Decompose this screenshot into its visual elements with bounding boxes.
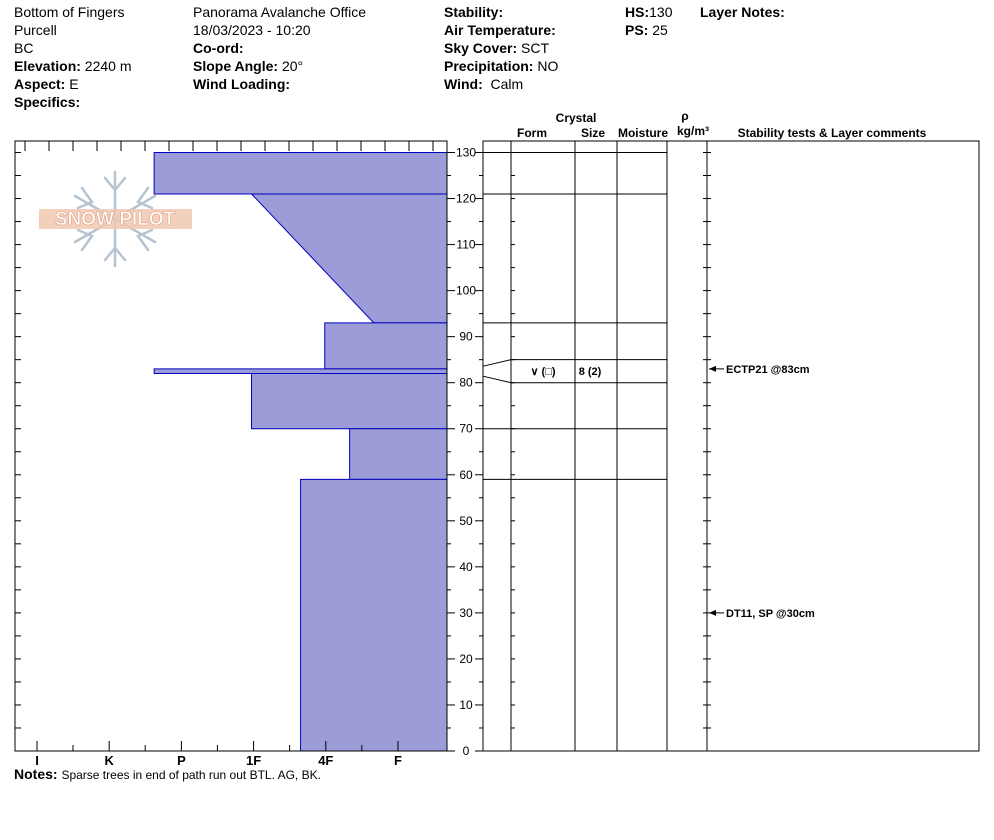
observer-name: Panorama Avalanche Office xyxy=(193,4,367,20)
hardness-label-4F: 4F xyxy=(318,753,334,768)
wind-value: Calm xyxy=(490,76,524,92)
annotation-arrow-head-1 xyxy=(709,610,716,616)
specifics-label: Specifics: xyxy=(14,94,81,110)
ps-label: PS: xyxy=(625,22,649,38)
hardness-layer-3 xyxy=(154,369,447,374)
stability-label: Stability: xyxy=(444,4,504,20)
col-header-size: Size xyxy=(580,126,606,140)
slope-label: Slope Angle: xyxy=(193,58,279,74)
precip-value: NO xyxy=(537,58,559,74)
logo-text: SNOW PILOT xyxy=(54,209,176,230)
depth-label-30: 30 xyxy=(459,605,473,620)
depth-label-50: 50 xyxy=(459,513,473,528)
depth-label-20: 20 xyxy=(459,651,473,666)
sky-value: SCT xyxy=(521,40,550,56)
hardness-layer-0 xyxy=(154,153,447,194)
precip-label: Precipitation: xyxy=(444,58,534,74)
elevation-label: Elevation: xyxy=(14,58,81,74)
annotation-text-0: ECTP21 @83cm xyxy=(726,363,810,376)
hardness-label-I: I xyxy=(35,753,39,768)
layer-notes-label: Layer Notes: xyxy=(700,4,785,20)
layer-table-frame xyxy=(483,141,979,751)
hardness-label-P: P xyxy=(177,753,186,768)
hardness-layer-6 xyxy=(301,479,447,751)
location-name: Bottom of Fingers xyxy=(14,4,125,20)
grain-size-cell: 8 (2) xyxy=(578,366,602,379)
col-header-moisture: Moisture xyxy=(617,126,669,140)
grain-form-cell: ∨ (□) xyxy=(530,366,556,379)
depth-label-110: 110 xyxy=(456,237,476,252)
hs-label: HS: xyxy=(625,4,650,20)
range-name: Purcell xyxy=(14,22,57,38)
col-header-rho: ρ xyxy=(681,109,689,123)
slope-value: 20° xyxy=(281,58,304,74)
col-header-density-unit: kg/m³ xyxy=(676,124,710,138)
depth-label-40: 40 xyxy=(459,559,473,574)
wind-loading-label: Wind Loading: xyxy=(193,76,291,92)
observation-datetime: 18/03/2023 - 10:20 xyxy=(193,22,311,38)
annotation-text-1: DT11, SP @30cm xyxy=(726,607,815,620)
elevation-value: 2240 m xyxy=(84,58,132,74)
hardness-label-K: K xyxy=(104,753,114,768)
depth-label-60: 60 xyxy=(459,467,473,482)
depth-label-80: 80 xyxy=(459,375,473,390)
hardness-layer-1 xyxy=(252,194,447,323)
hardness-layer-2 xyxy=(325,323,447,369)
coord-label: Co-ord: xyxy=(193,40,244,56)
hs-value: 130 xyxy=(649,4,673,20)
hardness-label-1F: 1F xyxy=(246,753,262,768)
depth-label-70: 70 xyxy=(459,421,473,436)
col-header-crystal: Crystal xyxy=(555,111,597,125)
notes-text: Sparse trees in end of path run out BTL. AG, BK. xyxy=(61,768,321,782)
hardness-label-F: F xyxy=(394,753,402,768)
annotation-arrow-head-0 xyxy=(709,366,716,372)
ps-value: 25 xyxy=(652,22,668,38)
hardness-layer-5 xyxy=(350,429,447,480)
depth-label-0: 0 xyxy=(462,744,470,758)
state-name: BC xyxy=(14,40,34,56)
depth-label-130: 130 xyxy=(455,145,477,160)
depth-label-120: 120 xyxy=(455,191,477,206)
sky-label: Sky Cover: xyxy=(444,40,518,56)
wind-label: Wind: xyxy=(444,76,483,92)
aspect-value: E xyxy=(69,76,79,92)
aspect-label: Aspect: xyxy=(14,76,66,92)
depth-label-10: 10 xyxy=(459,697,473,712)
depth-label-100: 100 xyxy=(455,283,477,298)
col-header-stability: Stability tests & Layer comments xyxy=(737,126,927,140)
hardness-layer-4 xyxy=(252,373,447,428)
notes-section xyxy=(14,766,321,782)
depth-label-90: 90 xyxy=(459,329,473,344)
notes-label: Notes: xyxy=(14,766,58,782)
air-temp-label: Air Temperature: xyxy=(444,22,556,38)
col-header-form: Form xyxy=(517,126,547,140)
